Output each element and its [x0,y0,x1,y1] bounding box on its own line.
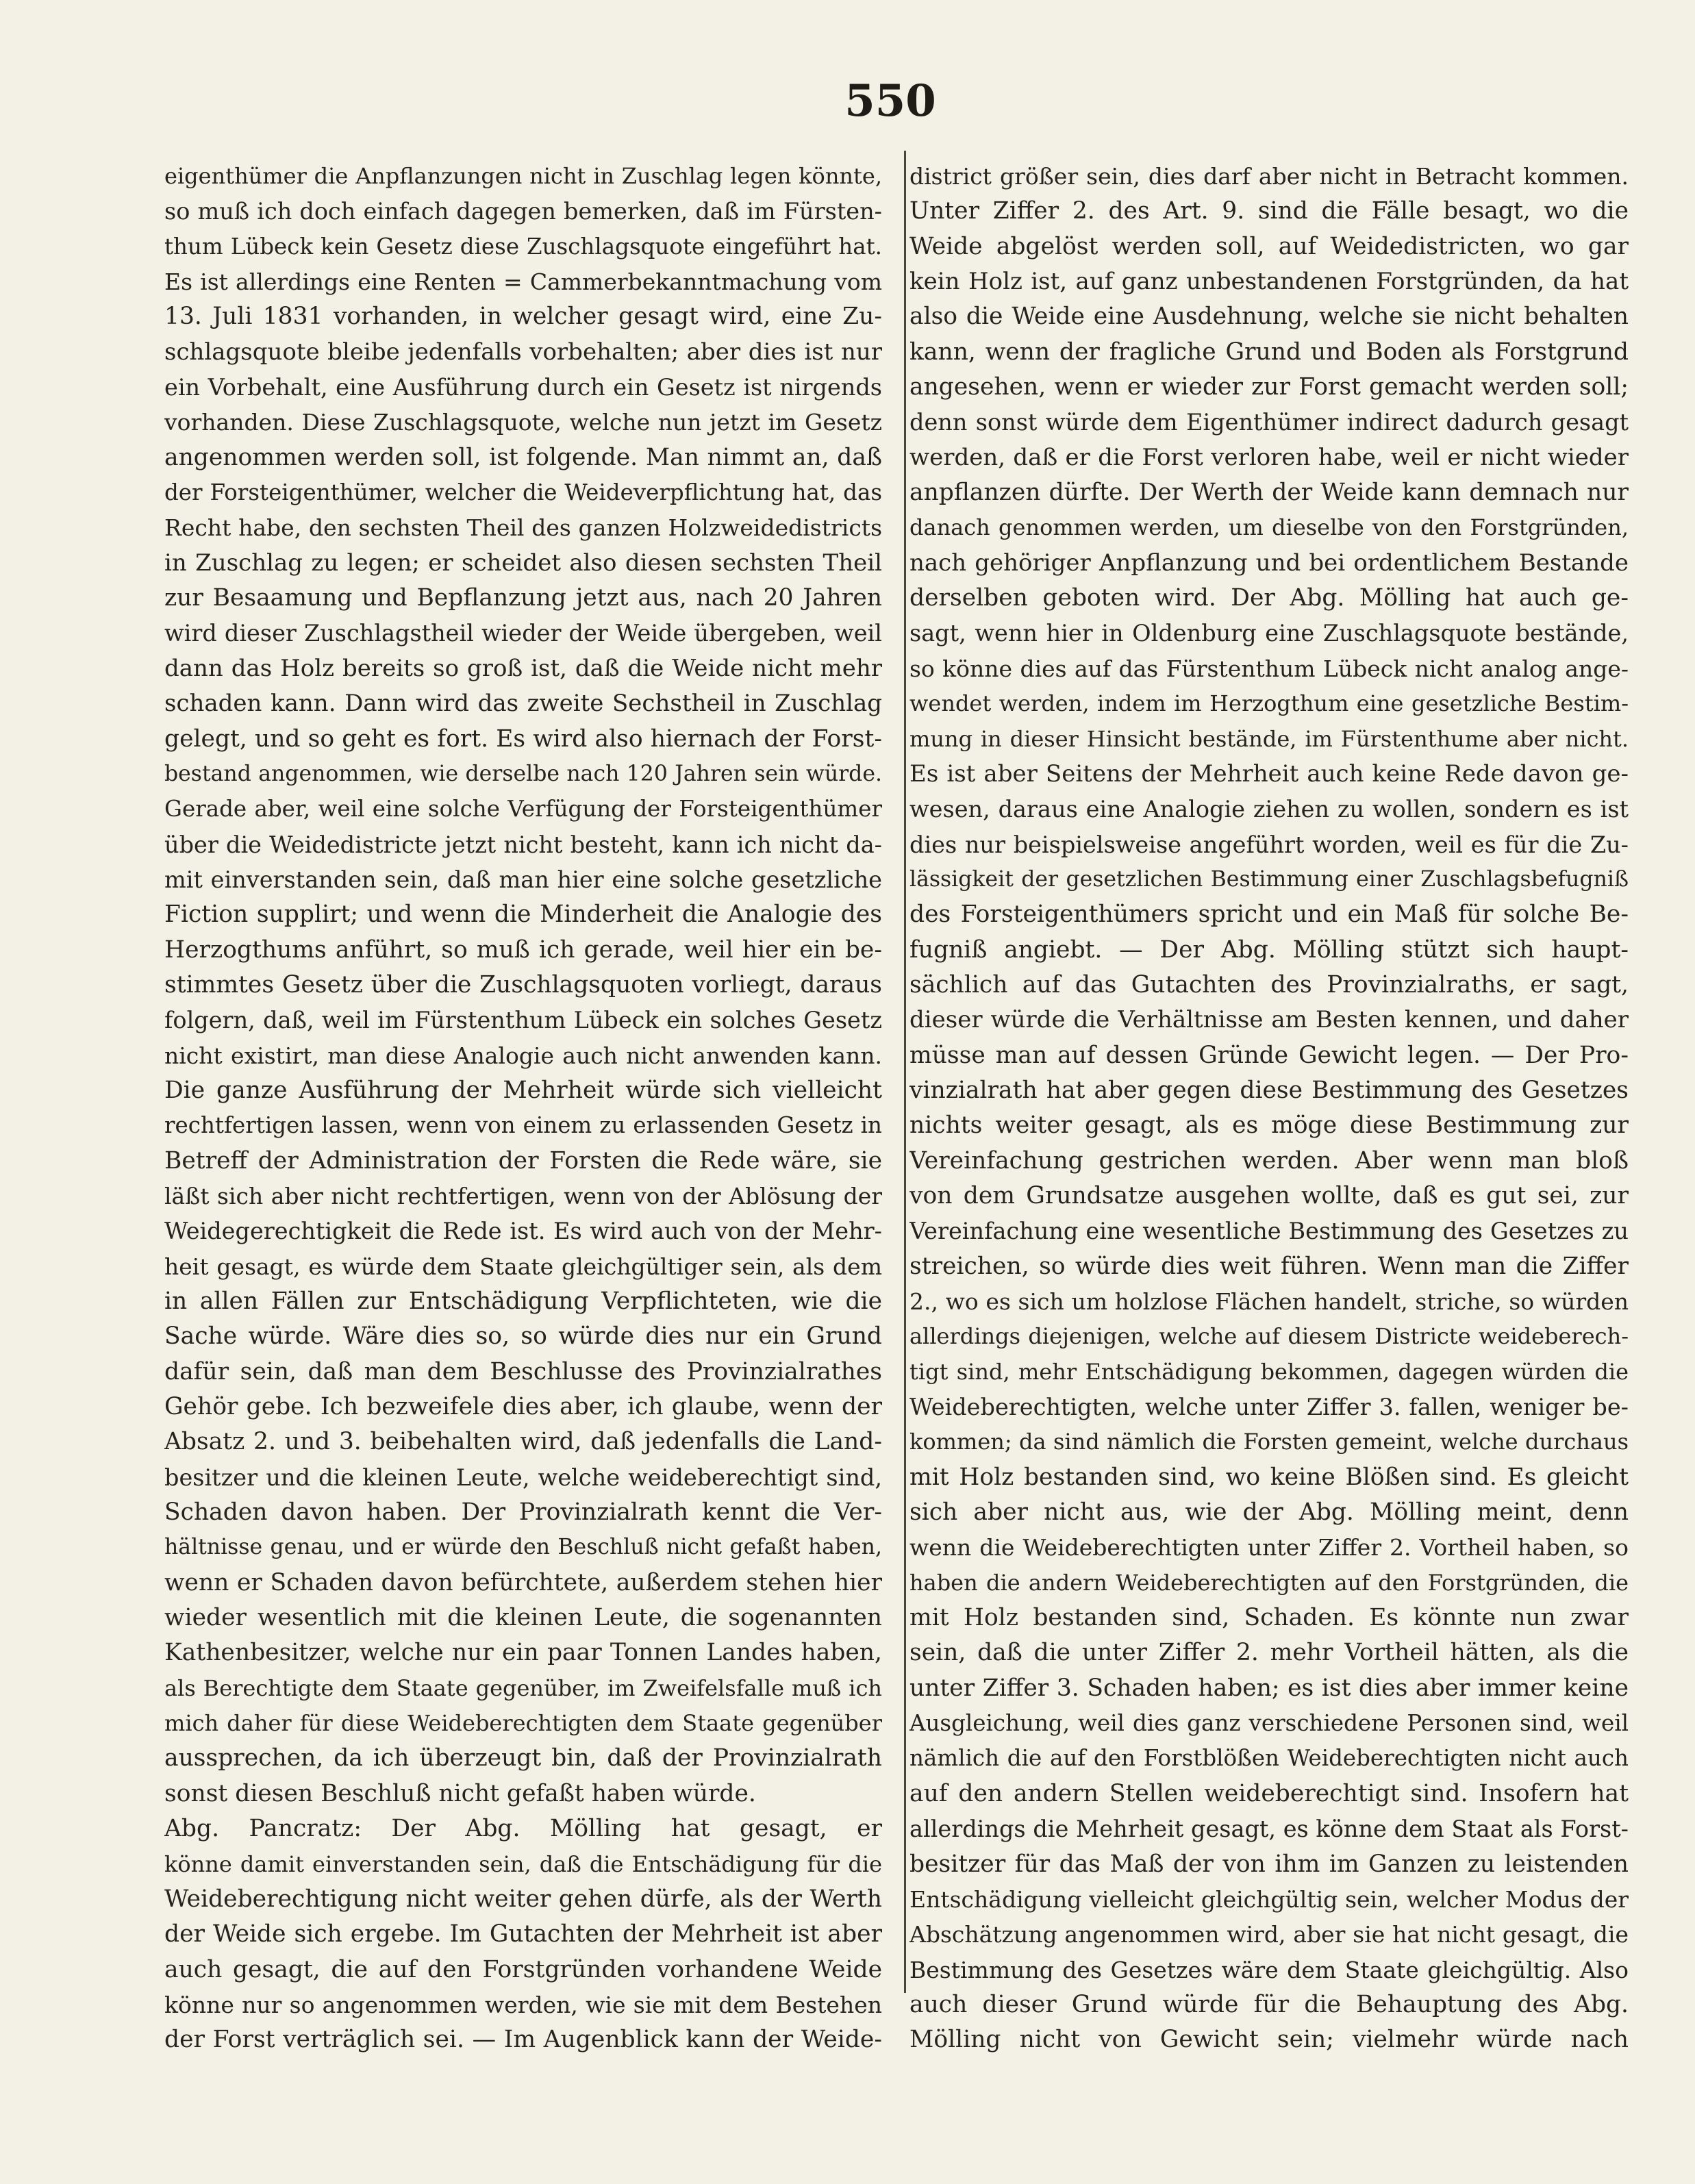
text-line: kein Holz ist, auf ganz unbestandenen Forstgründen, da hat [909,268,1629,296]
text-line: hältnisse genau, und er würde den Beschluß nicht gefaßt haben, [164,1535,882,1560]
text-line: Weideberechtigung nicht weiter gehen dürfe, als der Werth [164,1885,882,1913]
text-line: Ausgleichung, weil dies ganz verschiedene Personen sind, weil [909,1710,1629,1737]
text-line: der Forst verträglich sei. — Im Augenblick kann der Weide- [164,2026,882,2054]
text-line: fugniß angiebt. — Der Abg. Mölling stützt sich haupt- [909,936,1629,964]
left-column [164,159,882,2058]
text-line: kann, wenn der fragliche Grund und Boden als Forstgrund [909,338,1629,366]
text-line: nämlich die auf den Forstblößen Weideberechtigten nicht auch [909,1745,1629,1772]
text-line: Vereinfachung eine wesentliche Bestimmung des Gesetzes zu [909,1218,1629,1245]
text-line: wenn er Schaden davon befürchtete, außerdem stehen hier [164,1568,882,1596]
text-line: dieser würde die Verhältnisse am Besten kennen, und daher [909,1006,1629,1034]
text-line: Die ganze Ausführung der Mehrheit würde sich vielleicht [164,1076,882,1104]
text-line: sagt, wenn hier in Oldenburg eine Zuschlagsquote bestände, [909,620,1629,647]
text-line: Bestimmung des Gesetzes wäre dem Staate gleichgültig. Also [909,1956,1629,1983]
text-line: wird dieser Zuschlagstheil wieder der Weide übergeben, weil [164,620,882,647]
text-line: nicht existirt, man diese Analogie auch nicht anwenden kann. [164,1042,882,1069]
page-number: 550 [844,75,936,127]
text-line: 13. Juli 1831 vorhanden, in welcher gesagt wird, eine Zu- [164,303,882,331]
text-line: schlagsquote bleibe jedenfalls vorbehalten; aber dies ist nur [164,338,882,366]
text-line: Vereinfachung gestrichen werden. Aber wenn man bloß [909,1146,1629,1175]
text-line: folgern, daß, weil im Fürstenthum Lübeck ein solches Gesetz [164,1007,882,1034]
text-line: sein, daß die unter Ziffer 2. mehr Vortheil hätten, als die [909,1639,1629,1667]
text-line: Unter Ziffer 2. des Art. 9. sind die Fälle besagt, wo die [909,197,1629,225]
text-line: bestand angenommen, wie derselbe nach 120 Jahren sein würde. [164,761,882,786]
text-line: Weide abgelöst werden soll, auf Weidedistricten, wo gar [909,232,1629,260]
text-line: mit Holz bestanden sind, wo keine Blößen sind. Es gleicht [909,1463,1629,1491]
text-line: mich daher für diese Weideberechtigten dem Staate gegenüber [164,1710,882,1737]
text-line: 2., wo es sich um holzlose Flächen handelt, striche, so würden [909,1288,1629,1315]
text-line: angenommen werden soll, ist folgende. Man nimmt an, daß [164,443,882,471]
text-line: als Berechtigte dem Staate gegenüber, im Zweifelsfalle muß ich [164,1674,882,1701]
text-line: besitzer für das Maß der von ihm im Ganzen zu leistenden [909,1850,1629,1878]
text-line: auf den andern Stellen weideberechtigt sind. Insofern hat [909,1779,1629,1807]
text-line: wieder wesentlich mit die kleinen Leute, die sogenannten [164,1604,882,1632]
text-line: ein Vorbehalt, eine Ausführung durch ein Gesetz ist nirgends [164,374,882,401]
column-divider [904,151,906,1993]
text-line: Schaden davon haben. Der Provinzialrath kennt die Ver- [164,1498,882,1527]
text-line: dies nur beispielsweise angeführt worden, weil es für die Zu- [909,831,1629,858]
text-line: allerdings diejenigen, welche auf diesem Districte weideberech- [909,1323,1629,1350]
text-line: denn sonst würde dem Eigenthümer indirect dadurch gesagt [909,409,1629,436]
text-line: mung in dieser Hinsicht bestände, im Fürstenthume aber nicht. [909,725,1629,752]
text-line: vorhanden. Diese Zuschlagsquote, welche nun jetzt im Gesetz [164,409,882,436]
text-line: mit Holz bestanden sind, Schaden. Es könnte nun zwar [909,1604,1629,1632]
text-line: tigt sind, mehr Entschädigung bekommen, dagegen würden die [909,1358,1629,1385]
text-line: Weideberechtigten, welche unter Ziffer 3. fallen, weniger be- [909,1394,1629,1421]
text-line: vinzialrath hat aber gegen diese Bestimmung des Gesetzes [909,1076,1629,1104]
text-line: läßt sich aber nicht rechtfertigen, wenn von der Ablösung der [164,1182,882,1209]
text-line: auch dieser Grund würde für die Behauptung des Abg. [909,1990,1629,2018]
text-line: heit gesagt, es würde dem Staate gleichgültiger sein, als dem [164,1253,882,1280]
text-line: in allen Fällen zur Entschädigung Verpflichteten, wie die [164,1288,882,1315]
text-line: Kathenbesitzer, welche nur ein paar Tonnen Landes haben, [164,1639,882,1667]
text-line: von dem Grundsatze ausgehen wollte, daß es gut sei, zur [909,1181,1629,1209]
text-line: über die Weidedistricte jetzt nicht besteht, kann ich nicht da- [164,831,882,858]
text-line: besitzer und die kleinen Leute, welche weideberechtigt sind, [164,1464,882,1491]
text-line: Fiction supplirt; und wenn die Minderheit die Analogie des [164,901,882,929]
text-line: könne damit einverstanden sein, daß die Entschädigung für die [164,1850,882,1877]
text-line: thum Lübeck kein Gesetz diese Zuschlagsquote eingeführt hat. [164,233,882,260]
text-line: district größer sein, dies darf aber nicht in Betracht kommen. [909,163,1629,190]
text-line: so muß ich doch einfach dagegen bemerken, daß im Fürsten- [164,198,882,225]
text-line: so könne dies auf das Fürstenthum Lübeck nicht analog ange- [909,655,1629,682]
text-line: Gehör gebe. Ich bezweifele dies aber, ich glaube, wenn der [164,1393,882,1421]
text-line: sonst diesen Beschluß nicht gefaßt haben würde. [164,1779,756,1807]
text-line: schaden kann. Dann wird das zweite Sechstheil in Zuschlag [164,690,882,718]
text-line: Recht habe, den sechsten Theil des ganzen Holzweidedistricts [164,514,882,542]
text-line: müsse man auf dessen Gründe Gewicht legen. — Der Pro- [909,1041,1629,1069]
text-line: Es ist allerdings eine Renten = Cammerbekanntmachung vom [164,268,882,296]
text-line: danach genommen werden, um dieselbe von den Forstgründen, [909,514,1629,541]
text-line: Abschätzung angenommen wird, aber sie hat nicht gesagt, die [909,1921,1629,1948]
text-line: sächlich auf das Gutachten des Provinzialraths, er sagt, [909,970,1629,999]
text-line: des Forsteigenthümers spricht und ein Maß für solche Be- [909,901,1629,929]
text-line: mit einverstanden sein, daß man hier eine solche gesetzliche [164,866,882,893]
text-line: eigenthümer die Anpflanzungen nicht in Zuschlag legen könnte, [164,163,882,189]
text-line: zur Besaamung und Bepflanzung jetzt aus, nach 20 Jahren [164,584,882,612]
text-line: sich aber nicht aus, wie der Abg. Mölling meint, denn [909,1498,1629,1527]
text-line: wesen, daraus eine Analogie ziehen zu wollen, sondern es ist [909,796,1629,823]
text-line: gelegt, und so geht es fort. Es wird also hiernach der Forst- [164,725,882,753]
text-line: könne nur so angenommen werden, wie sie mit dem Bestehen [164,1991,882,2018]
text-line: nach gehöriger Anpflanzung und bei ordentlichem Bestande [909,549,1629,577]
text-line: streichen, so würde dies weit führen. Wenn man die Ziffer [909,1252,1629,1280]
text-line: Es ist aber Seitens der Mehrheit auch keine Rede davon ge- [909,760,1629,788]
text-line: Absatz 2. und 3. beibehalten wird, daß jedenfalls die Land- [164,1428,882,1456]
text-line: Sache würde. Wäre dies so, so würde dies nur ein Grund [164,1322,882,1351]
text-line: stimmtes Gesetz über die Zuschlagsquoten vorliegt, daraus [164,970,882,999]
text-line: der Weide sich ergebe. Im Gutachten der Mehrheit ist aber [164,1920,882,1948]
text-line: Herzogthums anführt, so muß ich gerade, weil hier ein be- [164,936,882,964]
text-line: werden, daß er die Forst verloren habe, weil er nicht wieder [909,443,1629,471]
text-line: Abg. Pancratz: Der Abg. Mölling hat gesagt, er [164,1815,882,1843]
text-line: derselben geboten wird. Der Abg. Mölling hat auch ge- [909,584,1629,612]
text-line: dann das Holz bereits so groß ist, daß die Weide nicht mehr [164,654,882,682]
text-line: lässigkeit der gesetzlichen Bestimmung einer Zuschlagsbefugniß [909,866,1629,892]
text-line: nichts weiter gesagt, als es möge diese Bestimmung zur [909,1112,1629,1140]
text-line: rechtfertigen lassen, wenn von einem zu erlassenden Gesetz in [164,1112,882,1139]
text-line: wenn die Weideberechtigten unter Ziffer 2. Vortheil haben, so [909,1534,1629,1561]
text-line: Weidegerechtigkeit die Rede ist. Es wird auch von der Mehr- [164,1218,882,1245]
text-line: anpflanzen dürfte. Der Werth der Weide kann demnach nur [909,479,1629,507]
text-line: also die Weide eine Ausdehnung, welche sie nicht behalten [909,303,1629,331]
text-line: angesehen, wenn er wieder zur Forst gemacht werden soll; [909,373,1629,401]
text-line: Mölling nicht von Gewicht sein; vielmehr würde nach [909,2026,1629,2054]
text-line: kommen; da sind nämlich die Forsten gemeint, welche durchaus [909,1429,1629,1455]
text-line: dafür sein, daß man dem Beschlusse des Provinzialrathes [164,1357,882,1385]
text-line: der Forsteigenthümer, welcher die Weideverpflichtung hat, das [164,479,882,506]
text-line: in Zuschlag zu legen; er scheidet also diesen sechsten Theil [164,549,882,577]
text-line: unter Ziffer 3. Schaden haben; es ist dies aber immer keine [909,1674,1629,1702]
text-line: Entschädigung vielleicht gleichgültig sein, welcher Modus der [909,1885,1629,1913]
text-line: haben die andern Weideberechtigten auf den Forstgründen, die [909,1569,1629,1596]
text-line: wendet werden, indem im Herzogthum eine gesetzliche Bestim- [909,690,1629,717]
text-line: Gerade aber, weil eine solche Verfügung der Forsteigenthümer [164,796,882,823]
right-column [909,159,1629,2058]
text-line: auch gesagt, die auf den Forstgründen vorhandene Weide [164,1955,882,1983]
text-line: Betreff der Administration der Forsten die Rede wäre, sie [164,1146,882,1175]
text-line: aussprechen, da ich überzeugt bin, daß der Provinzialrath [164,1744,882,1772]
text-line: allerdings die Mehrheit gesagt, es könne dem Staat als Forst- [909,1816,1629,1843]
